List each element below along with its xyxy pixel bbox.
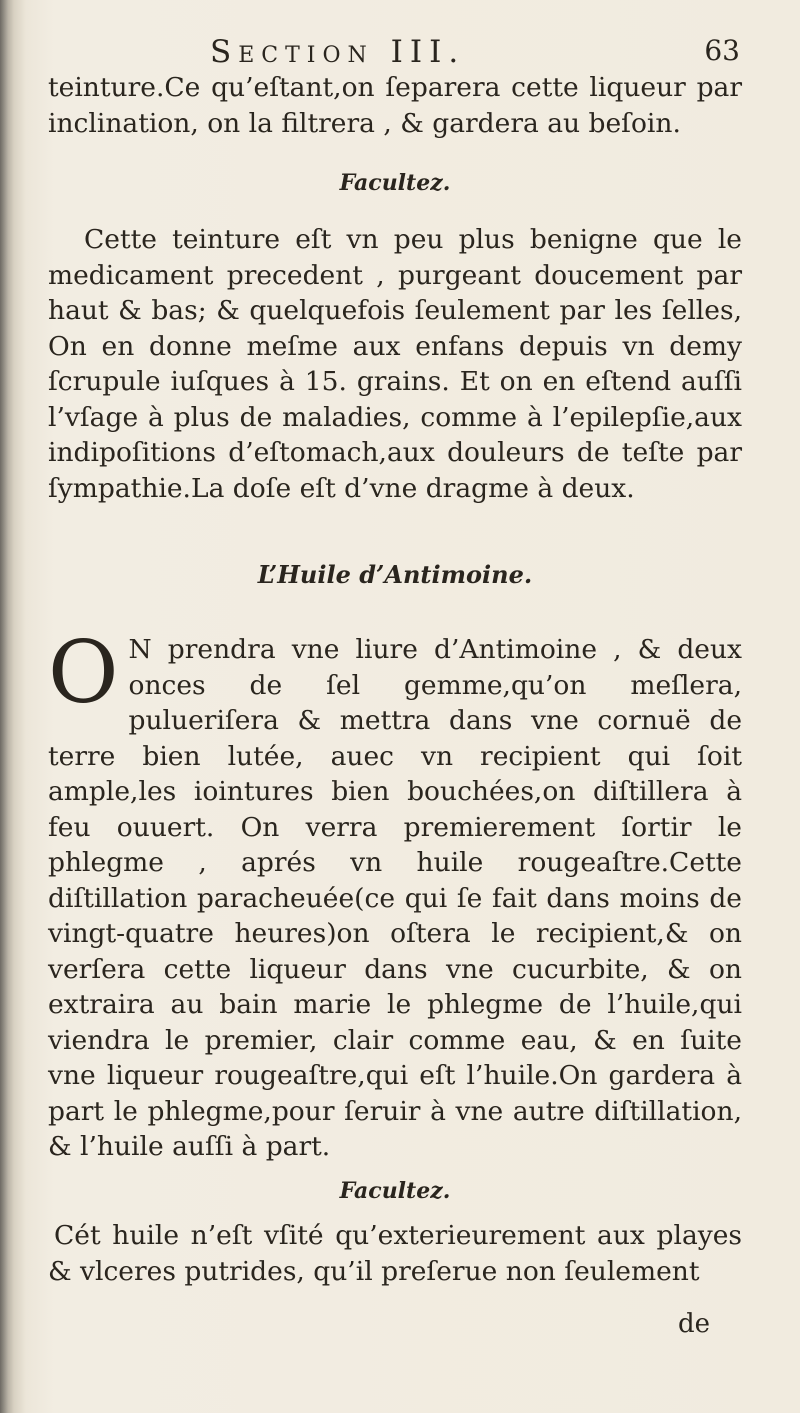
page-header [200, 34, 740, 74]
book-gutter [0, 0, 14, 1413]
drop-cap: O [48, 623, 119, 723]
book-page [14, 0, 800, 1413]
running-head: Section III. [210, 34, 466, 70]
page-number: 63 [704, 34, 740, 67]
heading-facultez-2: Facultez. [339, 1178, 451, 1204]
heading-huile-antimoine: L’Huile d’Antimoine. [257, 560, 533, 589]
paragraph-continuation: teinture.Ce qu’eſtant,on ſeparera cette liqueur par inclination, on la filtrera , & gardera au beſoin. [48, 72, 742, 139]
paragraph-huile-recipe [48, 623, 742, 1165]
paragraph-facultez-huile: Cét huile n’eſt vſité qu’exterieurement aux playes & vlceres putrides, qu’il preſerue non ſeulement [48, 1220, 742, 1287]
heading-facultez-1: Facultez. [339, 170, 451, 196]
paragraph-facultez-teinture: Cette teinture eſt vn peu plus benigne que le medicament precedent , purgeant doucement par haut & bas; & quelquefois ſeulement par les ſelles, On en donne meſme aux enfans depuis vn demy ſcrupule iuſques à 15. grains. Et on en eſtend auſſi l’vſage à plus de maladies, comme à l’epilepſie,aux indipoſitions d’eſtomach,aux douleurs de teſte par ſympathie.La doſe eſt d’vne dragme à deux. [48, 224, 742, 504]
catchword: de [677, 1309, 710, 1339]
recipe-body-text: N prendra vne liure d’Antimoine , & deux onces de ſel gemme,qu’on meſlera, pulueriſera & mettra dans vne cornuë de terre bien lutée, auec vn recipient qui ſoit ample,les iointures bien bouchées,on diſtillera à feu ouuert. On verra premierement ſortir le phlegme , aprés vn huile rougeaſtre.Cette diſtillation paracheuée(ce qui ſe fait dans moins de vingt-quatre heures)on oſtera le recipient,& on verſera cette liqueur dans vne cucurbite, & on extraira au bain marie le phlegme de l’huile,qui viendra le premier, clair comme eau, & en ſuite vne liqueur rougeaſtre,qui eſt l’huile.On gardera à part le phlegme,pour ſeruir à vne autre diſtillation, & l’huile auſſi à part. [48, 634, 742, 1162]
